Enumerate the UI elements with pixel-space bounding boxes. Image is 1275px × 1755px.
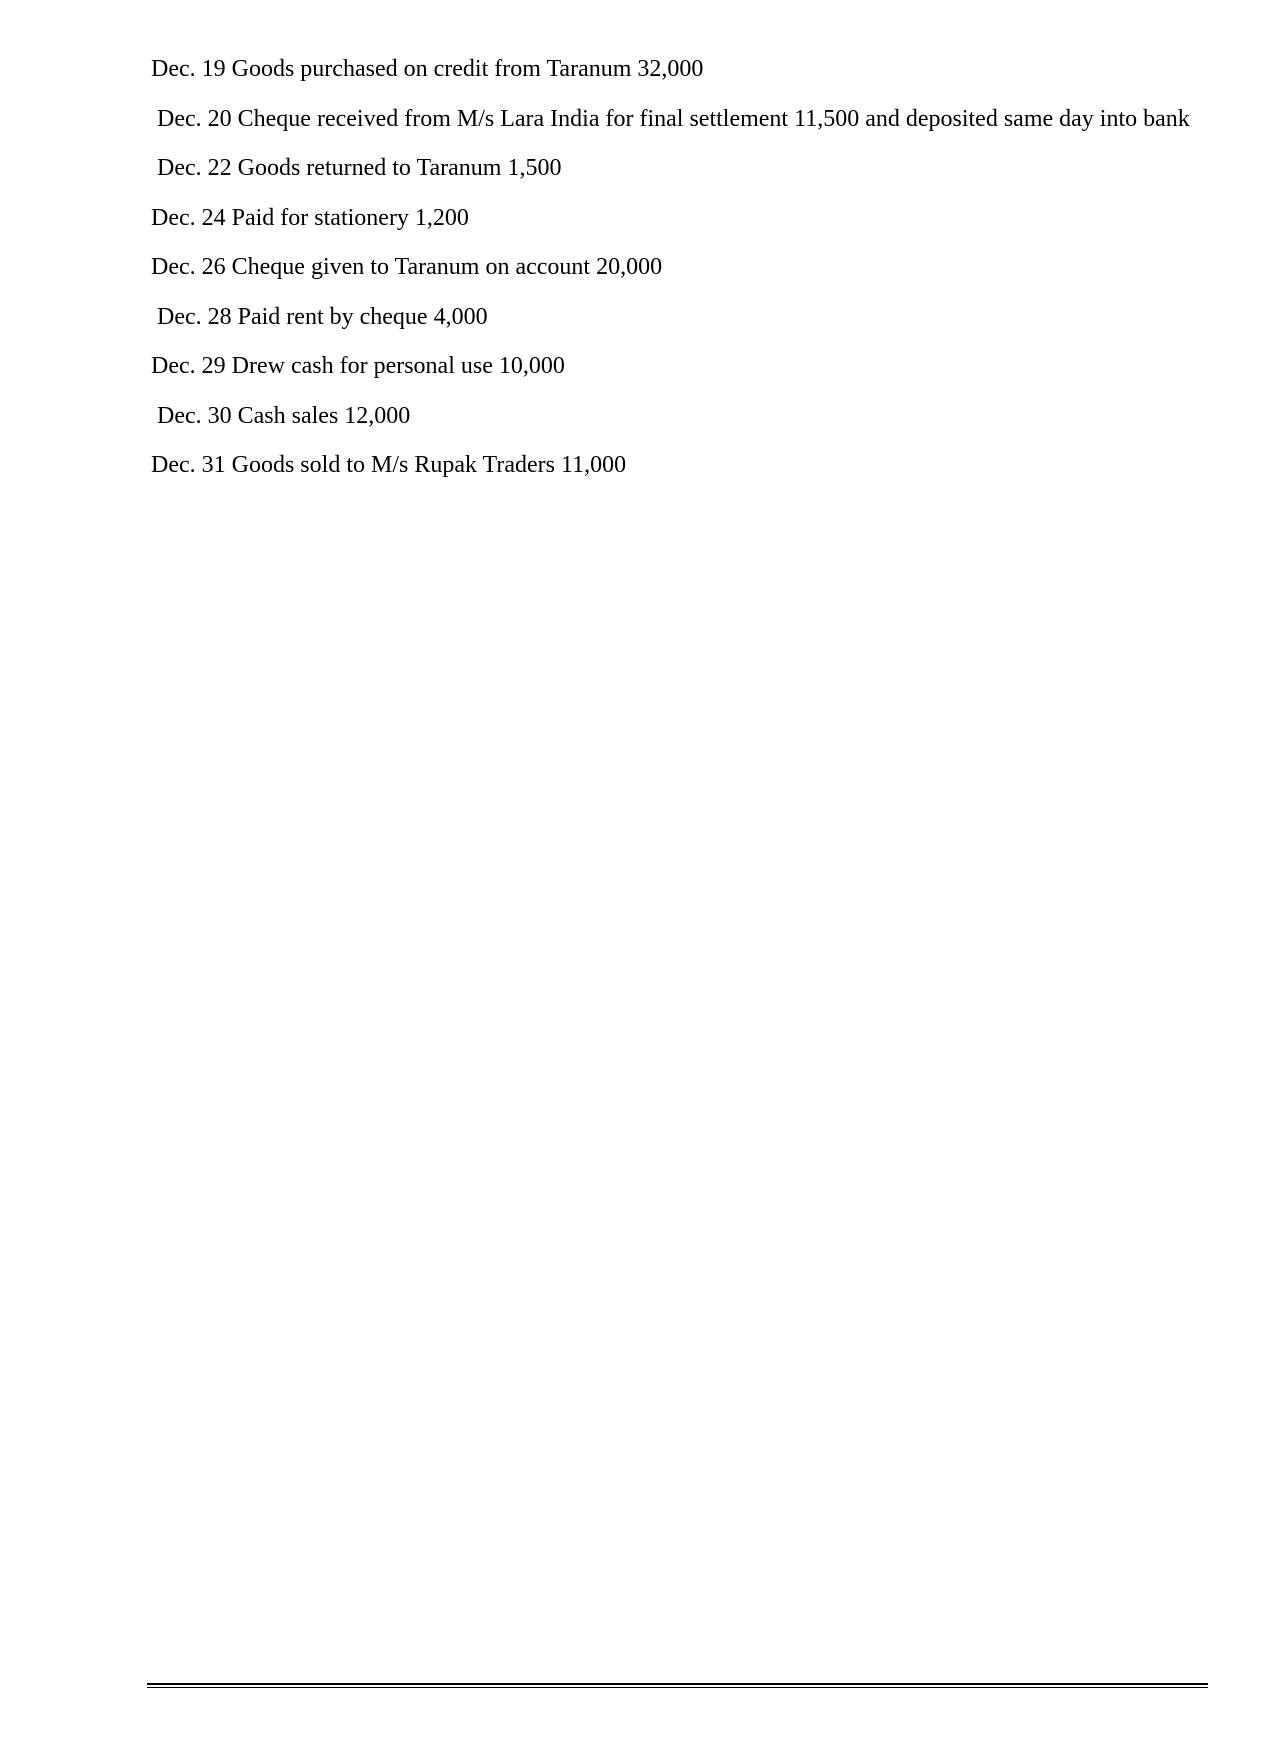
transaction-entry-dec-29: Dec. 29 Drew cash for personal use 10,000	[151, 353, 565, 379]
transaction-entry-dec-28: Dec. 28 Paid rent by cheque 4,000	[157, 303, 488, 330]
footer-divider	[147, 1683, 1208, 1688]
transaction-entry-dec-20: Dec. 20 Cheque received from M/s Lara India for final settlement 11,500 and deposited same day into bank	[157, 105, 1190, 132]
transaction-entry-dec-22: Dec. 22 Goods returned to Taranum 1,500	[157, 155, 562, 181]
transaction-entry-dec-24: Dec. 24 Paid for stationery 1,200	[151, 204, 469, 231]
transaction-entry-dec-30: Dec. 30 Cash sales 12,000	[157, 402, 411, 429]
transaction-entry-dec-31: Dec. 31 Goods sold to M/s Rupak Traders 11,000	[151, 452, 627, 478]
transaction-entry-dec-19: Dec. 19 Goods purchased on credit from Taranum 32,000	[151, 56, 704, 82]
transaction-list	[151, 54, 1201, 500]
transaction-entry-dec-26: Dec. 26 Cheque given to Taranum on account 20,000	[151, 254, 663, 280]
